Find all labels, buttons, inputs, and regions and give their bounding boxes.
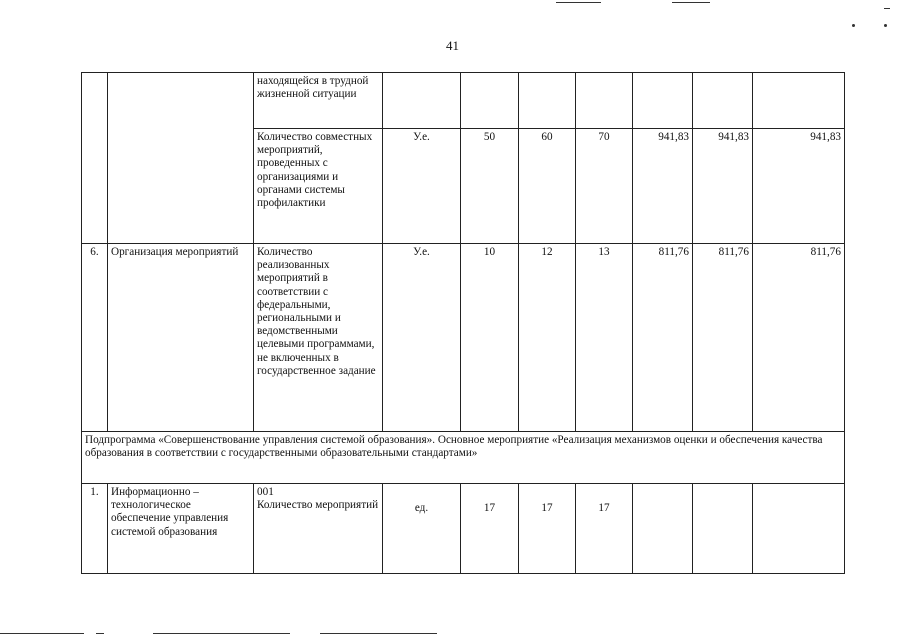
value-cell: 60 [519, 129, 576, 244]
cost-cell: 941,83 [753, 129, 845, 244]
value-cell: 70 [576, 129, 633, 244]
activity-cell: Организация мероприятий [108, 244, 254, 432]
cost-cell [693, 73, 753, 129]
activity-cell [108, 73, 254, 244]
value-cell: 12 [519, 244, 576, 432]
cost-cell [633, 73, 693, 129]
row-number: 6. [82, 244, 108, 432]
value-cell: 17 [461, 484, 519, 574]
cost-cell: 811,76 [753, 244, 845, 432]
scan-mark [556, 2, 601, 3]
value-cell: 13 [576, 244, 633, 432]
indicator-cell: находящейся в трудной жизненной ситуации [254, 73, 383, 129]
activity-cell: Информационно – технологическое обеспечение управления системой образования [108, 484, 254, 574]
page-number: 41 [446, 38, 459, 53]
value-cell [576, 73, 633, 129]
value-cell: 17 [519, 484, 576, 574]
program-table [81, 72, 845, 574]
indicator-text: Количество мероприятий [257, 499, 379, 512]
indicator-cell [254, 484, 383, 574]
indicator-cell: Количество совместных мероприятий, проведенных с организациями и органами системы профилактики [254, 129, 383, 244]
scan-mark [884, 8, 890, 9]
value-cell [461, 73, 519, 129]
cost-cell: 811,76 [693, 244, 753, 432]
unit-cell [383, 73, 461, 129]
row-number [82, 73, 108, 244]
table-row [82, 484, 845, 574]
scan-mark [852, 24, 855, 27]
subprogram-row [82, 432, 845, 484]
cost-cell: 941,83 [633, 129, 693, 244]
indicator-code: 001 [257, 486, 274, 498]
scan-mark [672, 2, 710, 3]
value-cell: 17 [576, 484, 633, 574]
value-cell: 10 [461, 244, 519, 432]
subprogram-heading: Подпрограмма «Совершенствование управления системой образования». Основное мероприятие «Реализация механизмов оценки и обеспечения качества образования в соответствии с государственными образовательными стандартами» [82, 432, 845, 484]
cost-cell: 941,83 [693, 129, 753, 244]
table-row [82, 244, 845, 432]
footer-line [320, 633, 437, 634]
cost-cell [753, 484, 845, 574]
value-cell [519, 73, 576, 129]
unit-cell: У.е. [383, 244, 461, 432]
footer-line [96, 633, 104, 634]
footer-line [153, 633, 290, 634]
table-row [82, 73, 845, 129]
unit-cell: ед. [383, 484, 461, 574]
cost-cell [633, 484, 693, 574]
unit-cell: У.е. [383, 129, 461, 244]
value-cell: 50 [461, 129, 519, 244]
row-number: 1. [82, 484, 108, 574]
scan-mark [884, 24, 887, 27]
cost-cell: 811,76 [633, 244, 693, 432]
cost-cell [693, 484, 753, 574]
footer-line [0, 633, 84, 634]
indicator-cell: Количество реализованных мероприятий в соответствии с федеральными, региональными и ведомственными целевыми программами, не включенных в государственное задание [254, 244, 383, 432]
cost-cell [753, 73, 845, 129]
